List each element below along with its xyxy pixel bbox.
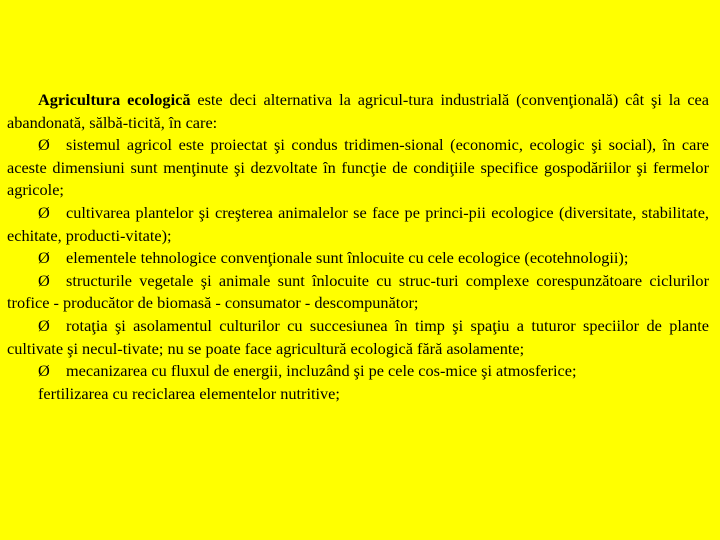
bullet-text: sistemul agricol este proiectat şi condus tridimen-sional (economic, ecologic şi social), în care aceste dimensiuni sunt menţinute şi dezvoltate în funcţie de condiţiile specifice gospodăriilor şi fermelor agricole; xyxy=(7,135,709,200)
arrow-bullet-icon: Ø xyxy=(38,202,50,222)
bullet-text: cultivarea plantelor şi creşterea animalelor se face pe princi-pii ecologice (diversitate, stabilitate, echitate, producti-vitate); xyxy=(7,202,709,245)
arrow-bullet-icon: Ø xyxy=(38,248,50,268)
bullet-text: structurile vegetale şi animale sunt înlocuite cu struc-turi complexe corespunzătoare ciclurilor trofice - producător de biomasă - consumator - descompunător; xyxy=(7,270,709,313)
bullet-text: mecanizarea cu fluxul de energii, incluzând şi pe cele cos-mice şi atmosferice; xyxy=(66,361,577,381)
slide-body xyxy=(7,89,709,405)
intro-paragraph xyxy=(7,89,709,134)
bullet-text: rotaţia şi asolamentul culturilor cu succesiunea în timp şi spaţiu a tuturor speciilor de plante cultivate şi necul-tivate; nu se poate face agricultură ecologică fără asolamente; xyxy=(7,315,709,358)
arrow-bullet-icon: Ø xyxy=(38,135,50,155)
arrow-bullet-icon: Ø xyxy=(38,315,50,335)
intro-title: Agricultura ecologică xyxy=(38,90,191,109)
continuation-line: fertilizarea cu reciclarea elementelor nutritive; xyxy=(38,383,340,403)
bullet-text: elementele tehnologice convenţionale sunt înlocuite cu cele ecologice (ecotehnologii); xyxy=(66,248,629,268)
bullet-item xyxy=(7,202,709,247)
bullet-item xyxy=(7,360,709,383)
bullet-item xyxy=(7,134,709,202)
bullet-item xyxy=(7,270,709,315)
arrow-bullet-icon: Ø xyxy=(38,270,50,290)
bullet-item xyxy=(7,247,709,270)
bullet-item xyxy=(7,315,709,360)
intro-text: este deci alternativa la agricul-tura industrială (convenţională) cât şi la cea abandonată, sălbă-ticită, în care: xyxy=(7,90,710,132)
arrow-bullet-icon: Ø xyxy=(38,361,50,381)
